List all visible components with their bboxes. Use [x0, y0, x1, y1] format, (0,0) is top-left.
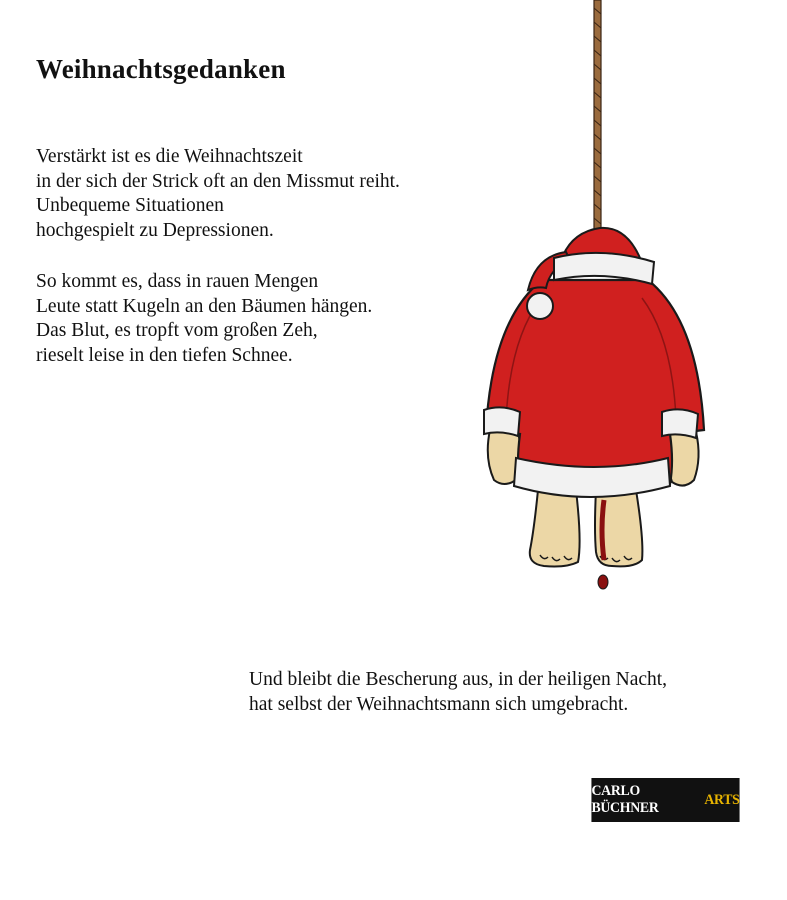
poem-title: Weihnachtsgedanken	[36, 54, 286, 84]
poem-line: hochgespielt zu Depressionen.	[36, 219, 274, 241]
stanza-3	[249, 668, 667, 717]
stanza-1	[36, 145, 400, 243]
santa-coat	[484, 280, 704, 497]
left-foot	[530, 490, 580, 567]
rope	[594, 0, 601, 246]
hanging-santa-illustration	[470, 0, 710, 600]
right-foot	[595, 490, 642, 566]
logo-main-text: CARLO BÜCHNER	[591, 783, 659, 816]
poem-line: Und bleibt die Bescherung aus, in der heiligen Nacht,	[249, 669, 668, 690]
poem-line: Das Blut, es tropft vom großen Zeh,	[36, 320, 318, 341]
stanza-2	[36, 270, 372, 368]
poem-line: in der sich der Strick oft an den Missmut reiht.	[36, 170, 400, 192]
poem-line: hat selbst der Weihnachtsmann sich umgebracht.	[249, 693, 629, 715]
carlo-buechner-arts-logo	[591, 778, 739, 822]
blood-drop	[598, 575, 608, 589]
poem-line: Leute statt Kugeln an den Bäumen hängen.	[36, 295, 373, 317]
poem-line: rieselt leise in den tiefen Schnee.	[36, 344, 293, 366]
poem-line: Unbequeme Situationen	[36, 195, 224, 216]
poem-line: Verstärkt ist es die Weihnachtszeit	[36, 146, 303, 167]
poem-line: So kommt es, dass in rauen Mengen	[36, 271, 319, 292]
logo-accent-text: ARTS	[704, 791, 740, 808]
